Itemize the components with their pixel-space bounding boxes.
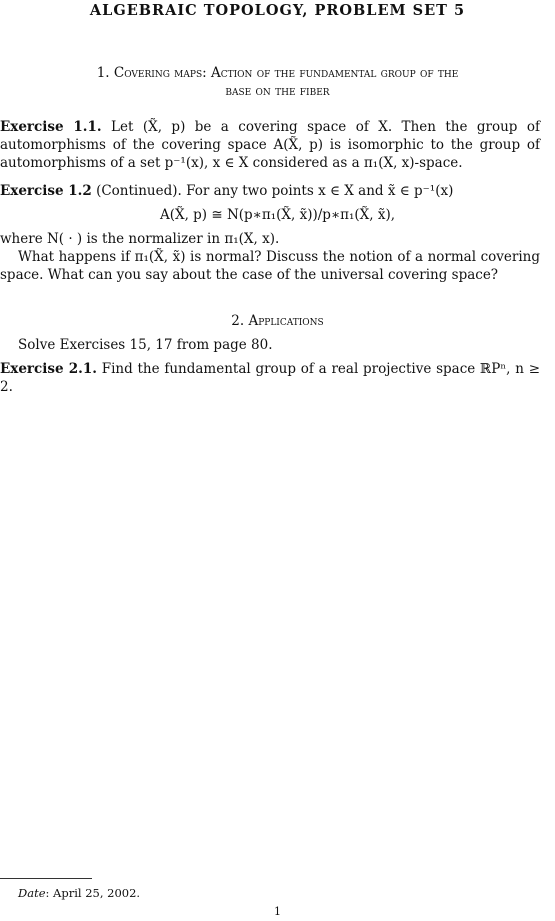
exercise-1-2-where: where N( · ) is the normalizer in π₁(X, x).	[0, 231, 280, 247]
page-number: 1	[274, 905, 281, 918]
exercise-2-1	[0, 360, 540, 396]
footnote-rule	[0, 878, 92, 879]
page-title: ALGEBRAIC TOPOLOGY, PROBLEM SET 5	[89, 2, 466, 19]
section-1-heading-line-2: base on the fiber	[225, 83, 330, 99]
exercise-1-2-label: Exercise 1.2	[0, 183, 92, 199]
exercise-2-1-label: Exercise 2.1.	[0, 361, 97, 377]
section-2-text: Solve Exercises 15, 17 from page 80.	[18, 337, 273, 353]
section-1-heading-line-1: 1. Covering maps: Action of the fundamental group of the	[96, 65, 459, 81]
exercise-1-2	[0, 182, 540, 200]
section-2-heading: 2. Applications	[231, 313, 324, 329]
exercise-1-2-equation: A(X̃, p) ≅ N(p∗π₁(X̃, x̃))/p∗π₁(X̃, x̃),	[159, 207, 396, 223]
footnote-date-label: Date	[18, 886, 46, 900]
exercise-1-1-label: Exercise 1.1.	[0, 119, 102, 135]
exercise-1-2-text: (Continued). For any two points x ∈ X and x̃ ∈ p⁻¹(x)	[96, 183, 454, 199]
exercise-1-1-text: Let (X̃, p) be a covering space of X. Then the group of automorphisms of the covering space A(X̃, p) is isomorphic to the group of automorphisms of a set p⁻¹(x), x ∈ X considered as a π₁(X, x)-space.	[0, 119, 540, 171]
exercise-1-1	[0, 118, 540, 172]
exercise-1-2-question: What happens if π₁(X̃, x̃) is normal? Discuss the notion of a normal covering space. What can you say about the case of the universal covering space?	[0, 249, 540, 283]
footnote-date	[18, 884, 140, 902]
footnote-date-text: : April 25, 2002.	[45, 886, 141, 900]
exercise-2-1-text: Find the fundamental group of a real projective space ℝPⁿ, n ≥ 2.	[0, 361, 540, 395]
